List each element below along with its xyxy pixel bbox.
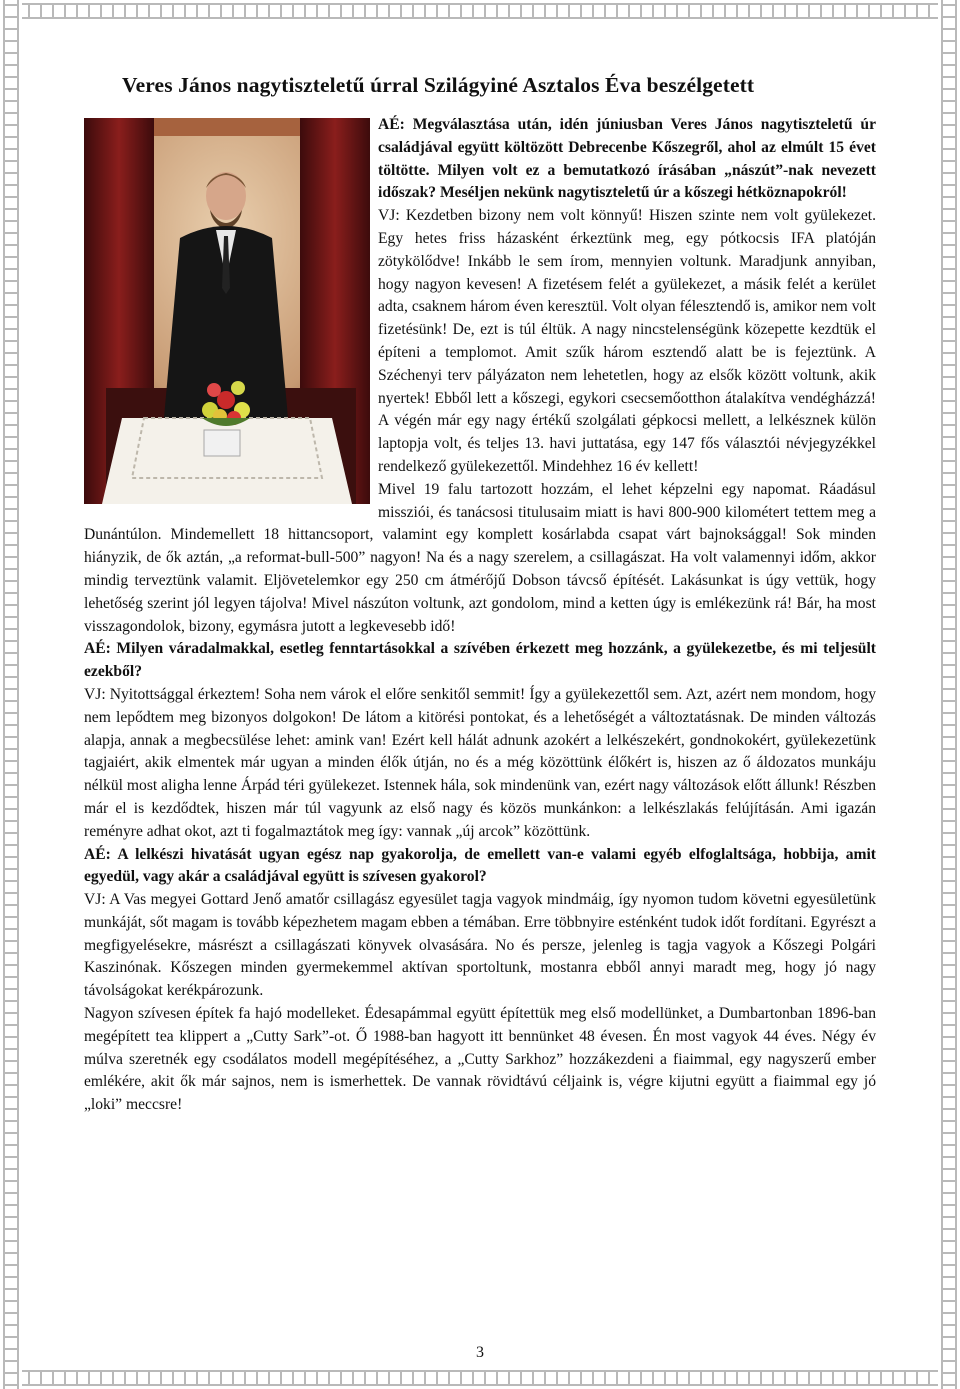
decorative-border-right bbox=[938, 0, 960, 1389]
portrait-photo bbox=[84, 118, 370, 504]
decorative-border-bottom bbox=[0, 1367, 960, 1389]
interview-answer: Mivel 19 falu tartozott hozzám, el lehet képzelni egy napomat. Ráadásul missziói, és tanácsosi titulusaim miatt is havi 800-900 kilométert tettem meg a Dunántúlon. Mindemellett 18 hittancsoport, valamint egy komplett kosárlabda csapat várt bajnoksággal! Sok minden hiányzik, de ők aztán, „a reformat-bull-500” nagyon! Na és a nagy szerelem, a csillagászat. Ha volt valamennyi időm, akkor mindig terveztünk valamit. Eljövetelemkor egy 250 cm átmérőjű Dobson távcső építését. Lakásunkat is úgy vettük, hogy lehetőség szerint jól legyen tájolva! Mivel nászúton voltunk, azt gondolom, mind a ketten úgy is emlékezünk rá! Bár, ha most visszagondolok, bizony, egymásra jutott a legkevesebb idő! bbox=[84, 480, 876, 635]
interview-question: AÉ: A lelkészi hivatását ugyan egész nap gyakorolja, de emellett van-e valami egyéb elfoglaltsága, hobbija, amit egyedül, vagy akár a családjával együtt is szívesen gyakorol? bbox=[84, 845, 876, 886]
interview-answer: VJ: A Vas megyei Gottard Jenő amatőr csillagász egyesület tagja vagyok mindmáig, így nyomon tudom követni egyesületünk munkáját, sőt magam is tovább képezhetem magam ebben a témában. Erre többnyire esténként tudok időt fordítani. Egyrészt a megfigyelésekre, másrészt a csillagászati könyvek olvasására. No és persze, jelenleg is tagja vagyok a Kőszegi Polgári Kaszinónak. Kőszegen minden gyermekemmel aktívan sportoltunk, mostanra ebből annyi maradt meg, hogy jó nagy távolságokat kerékpározunk. bbox=[84, 891, 876, 1000]
decorative-border-left bbox=[0, 0, 22, 1389]
article-body bbox=[84, 114, 876, 1117]
article bbox=[84, 70, 876, 1117]
interview-answer: Nagyon szívesen építek fa hajó modelleket. Édesapámmal együtt építettük meg első modellünket, a Dumbartonban 1896-ban megépített tea klippert a „Cutty Sark”-ot. Ő 1988-ban hagyott itt bennünket 48 évesen. Én most vagyok 44 éves. Négy év múlva szeretnék egy csodálatos modell megépítéséhez, a „Cutty Sarkhoz” hozzákezdeni a fiaimmal, egy nagyszerű ember emlékére, akit ők már sajnos, nem is ismerhettek. De vannak rövidtávú céljaink is, végre kijutni együtt a fiaimmal egy jó „loki” meccsre! bbox=[84, 1005, 876, 1114]
decorative-border-top bbox=[0, 0, 960, 22]
article-title: Veres János nagytiszteletű úrral Szilágyiné Asztalos Éva beszélgetett bbox=[122, 73, 755, 97]
interview-question: AÉ: Milyen váradalmakkal, esetleg fenntartásokkal a szívében érkezett meg hozzánk, a gyülekezetbe, és mi teljesült ezekből? bbox=[84, 640, 876, 681]
interview-answer: VJ: Kezdetben bizony nem volt könnyű! Hiszen szinte nem volt gyülekezet. Egy hetes friss házasként érkeztünk meg, egy pótkocsis IFA platóján zötykölődve! Inkább le sem írom, mennyien voltunk. Maradjunk annyiban, hogy nagyon kevesen! A fizetésem felét a gyülekezet, a másik felét a kerület adta, csaknem három éven keresztül. Volt olyan félesztendő is, amikor nem volt fizetésünk! De, ezt is túl éltük. A nagy nincstelenségünk közepette kezdtük el építeni a templomot. Amit szűk három esztendő alatt be is fejeztünk. A Széchenyi terv pályázaton nem lehetetlen, hogy az elsők között voltunk, akik nyertek! Ebből lett a kőszegi, egykori csecsemőotthon átalakítva vendégházzá! A végén már egy nagy értékű szolgálati gépkocsi mellett, a lelkésznek külön laptopja volt, és teljes 13. havi juttatása, egy 147 fős választói névjegyzékkel rendelkező gyülekezettől. Mindehhez 16 év kellett! bbox=[378, 207, 876, 475]
page-number: 3 bbox=[476, 1344, 484, 1361]
interview-answer: VJ: Nyitottsággal érkeztem! Soha nem várok el előre senkitől semmit! Így a gyülekezettől sem. Azt, azért nem mondom, hogy nem lepődtem meg bizonyos dolgokon! De látom a kitörési pontokat, és a lehetőségét a változtatásnak. De minden változás alapja, annak a megbecsülése lehet: amink van! Ezért kell hálát adnunk azokért a lelkészekért, gondnokokért, gyülekezetünk tagjaiért, akik elmentek már ugyan a minden élők útján, no és a még közöttünk élőkért is, hiszen az ő áldozatos munkáju nélkül most aligha lenne Árpád téri gyülekezet. Istennek hála, sok mindenünk van, ezért nagy változások előtt állunk! Részben már el is kezdődtek, hiszen már túl vagyunk az első nagy és közös munkánkon: a lelkészlakás felújításán. Ami igazán reményre adhat okot, azt ti fogalmaztátok meg így: vannak „új arcok” közöttünk. bbox=[84, 685, 876, 840]
interview-question: AÉ: Megválasztása után, idén júniusban Veres János nagytiszteletű úr családjával együtt költözött Debrecenbe Kőszegről, ahol az elmúlt 15 évet töltötte. Milyen volt ez a bemutatkozó írásában „nászút”-nak nevezett időszak? Meséljen nekünk nagytiszteletű úr a kőszegi hétköznapokról! bbox=[378, 116, 876, 202]
portrait-photo-icon bbox=[84, 118, 370, 504]
